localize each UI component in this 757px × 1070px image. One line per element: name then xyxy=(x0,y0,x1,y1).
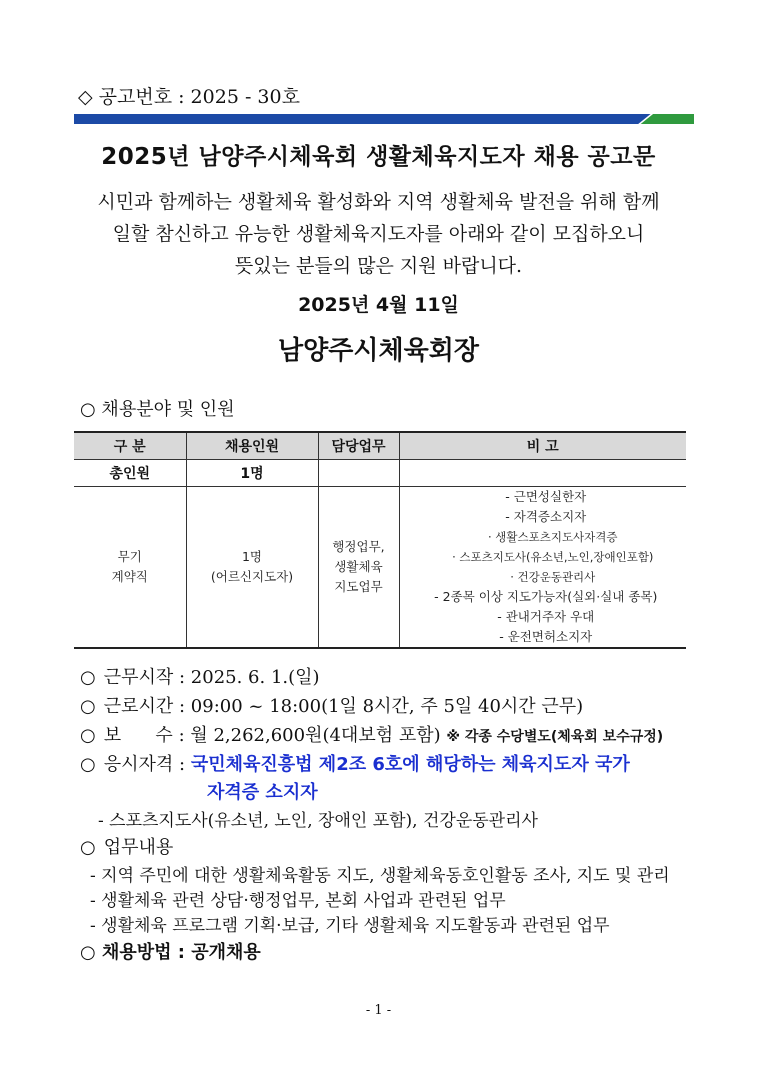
recruitment-table xyxy=(74,431,686,649)
duties-line: 행정업무, xyxy=(332,539,385,554)
notes-item: - 관내거주자 우대 xyxy=(497,609,595,624)
organization-name: 남양주시체육회장 xyxy=(278,336,479,366)
headcount-line: (어르신지도자) xyxy=(210,569,294,584)
notice-number: ◇ 공고번호 : 2025 - 30호 xyxy=(78,86,300,108)
notes-subitem: · 생활스포츠지도사자격증 xyxy=(487,530,618,544)
category-line: 무기 xyxy=(117,549,142,564)
salary-note: ※ 각종 수당별도(체육회 보수규정) xyxy=(446,729,664,745)
qualification-colon: : xyxy=(179,754,186,775)
notice-date: 2025년 4월 11일 xyxy=(298,294,459,316)
header-category: 구 분 xyxy=(74,432,186,460)
circle-bullet: ○ xyxy=(80,725,96,746)
duties-line: 생활체육 xyxy=(334,559,383,574)
duties-line: 지도업무 xyxy=(334,579,383,594)
intro-line-1: 시민과 함께하는 생활체육 활성화와 지역 생활체육 발전을 위해 함께 xyxy=(97,191,660,213)
duties-item: - 생활체육 프로그램 기획·보급, 기타 생활체육 지도활동과 관련된 업무 xyxy=(90,916,610,936)
header-divider-bar xyxy=(74,114,694,124)
notes-item: - 2종목 이상 지도가능자(실외·실내 종목) xyxy=(434,589,658,604)
circle-bullet: ○ xyxy=(80,667,96,688)
duties-item: - 지역 주민에 대한 생활체육활동 지도, 생활체육동호인활동 조사, 지도 및 관리 xyxy=(90,866,670,886)
circle-bullet: ○ xyxy=(80,754,96,775)
qualification-line xyxy=(80,750,630,776)
qualification-detail: - 스포츠지도사(유소년, 노인, 장애인 포함), 건강운동관리사 xyxy=(98,811,538,831)
work-hours-label: 근로시간 xyxy=(103,696,174,717)
salary-label: 보 수 xyxy=(103,725,173,746)
header-notes: 비 고 xyxy=(399,432,686,460)
total-label: 총인원 xyxy=(74,460,186,487)
start-date-label: 근무시작 xyxy=(103,667,174,688)
category-cell xyxy=(74,487,186,649)
headcount-cell xyxy=(186,487,318,649)
notes-subitem: · 건강운동관리사 xyxy=(510,570,596,584)
notes-item: - 운전면허소지자 xyxy=(499,629,593,644)
salary-value: : 월 2,262,600원(4대보험 포함) xyxy=(178,725,441,746)
duties-item: - 생활체육 관련 상담·행정업무, 본회 사업과 관련된 업무 xyxy=(90,891,506,911)
qualification-requirement-continued: 자격증 소지자 xyxy=(207,782,318,803)
notes-cell xyxy=(399,487,686,649)
header-duties: 담당업무 xyxy=(318,432,399,460)
start-date-value: : 2025. 6. 1.(일) xyxy=(179,667,320,688)
intro-line-2: 일할 참신하고 유능한 생활체육지도자를 아래와 같이 모집하오니 xyxy=(112,223,645,245)
circle-bullet: ○ xyxy=(80,696,96,717)
salary-line xyxy=(80,721,663,747)
work-hours-value: : 09:00 ~ 18:00(1일 8시간, 주 5일 40시간 근무) xyxy=(179,696,584,717)
hiring-method: ○ 채용방법 : 공개채용 xyxy=(80,942,261,963)
header-headcount: 채용인원 xyxy=(186,432,318,460)
qualification-label: 응시자격 xyxy=(103,754,174,775)
notes-subitem: · 스포츠지도사(유소년,노인,장애인포함) xyxy=(452,550,654,564)
divider-blue-segment xyxy=(74,114,694,124)
duties-cell xyxy=(318,487,399,649)
total-duties xyxy=(318,460,399,487)
duties-heading xyxy=(80,833,173,859)
page-number: - 1 - xyxy=(365,1003,392,1018)
start-date-line xyxy=(80,663,320,689)
qualification-requirement: 국민체육진흥법 제2조 6호에 해당하는 체육지도자 국가 xyxy=(190,754,630,775)
section-recruitment-heading: ○ 채용분야 및 인원 xyxy=(80,399,235,420)
document-title: 2025년 남양주시체육회 생활체육지도자 채용 공고문 xyxy=(101,144,656,170)
total-notes xyxy=(399,460,686,487)
category-line: 계약직 xyxy=(111,569,148,584)
intro-line-3: 뜻있는 분들의 많은 지원 바랍니다. xyxy=(234,255,523,277)
headcount-line: 1명 xyxy=(241,549,263,564)
notes-item: - 근면성실한자 xyxy=(505,489,587,504)
duties-heading-label: 업무내용 xyxy=(103,837,174,858)
work-hours-line xyxy=(80,692,583,718)
notes-item: - 자격증소지자 xyxy=(505,509,587,524)
total-count: 1명 xyxy=(186,460,318,487)
circle-bullet: ○ xyxy=(80,837,96,858)
